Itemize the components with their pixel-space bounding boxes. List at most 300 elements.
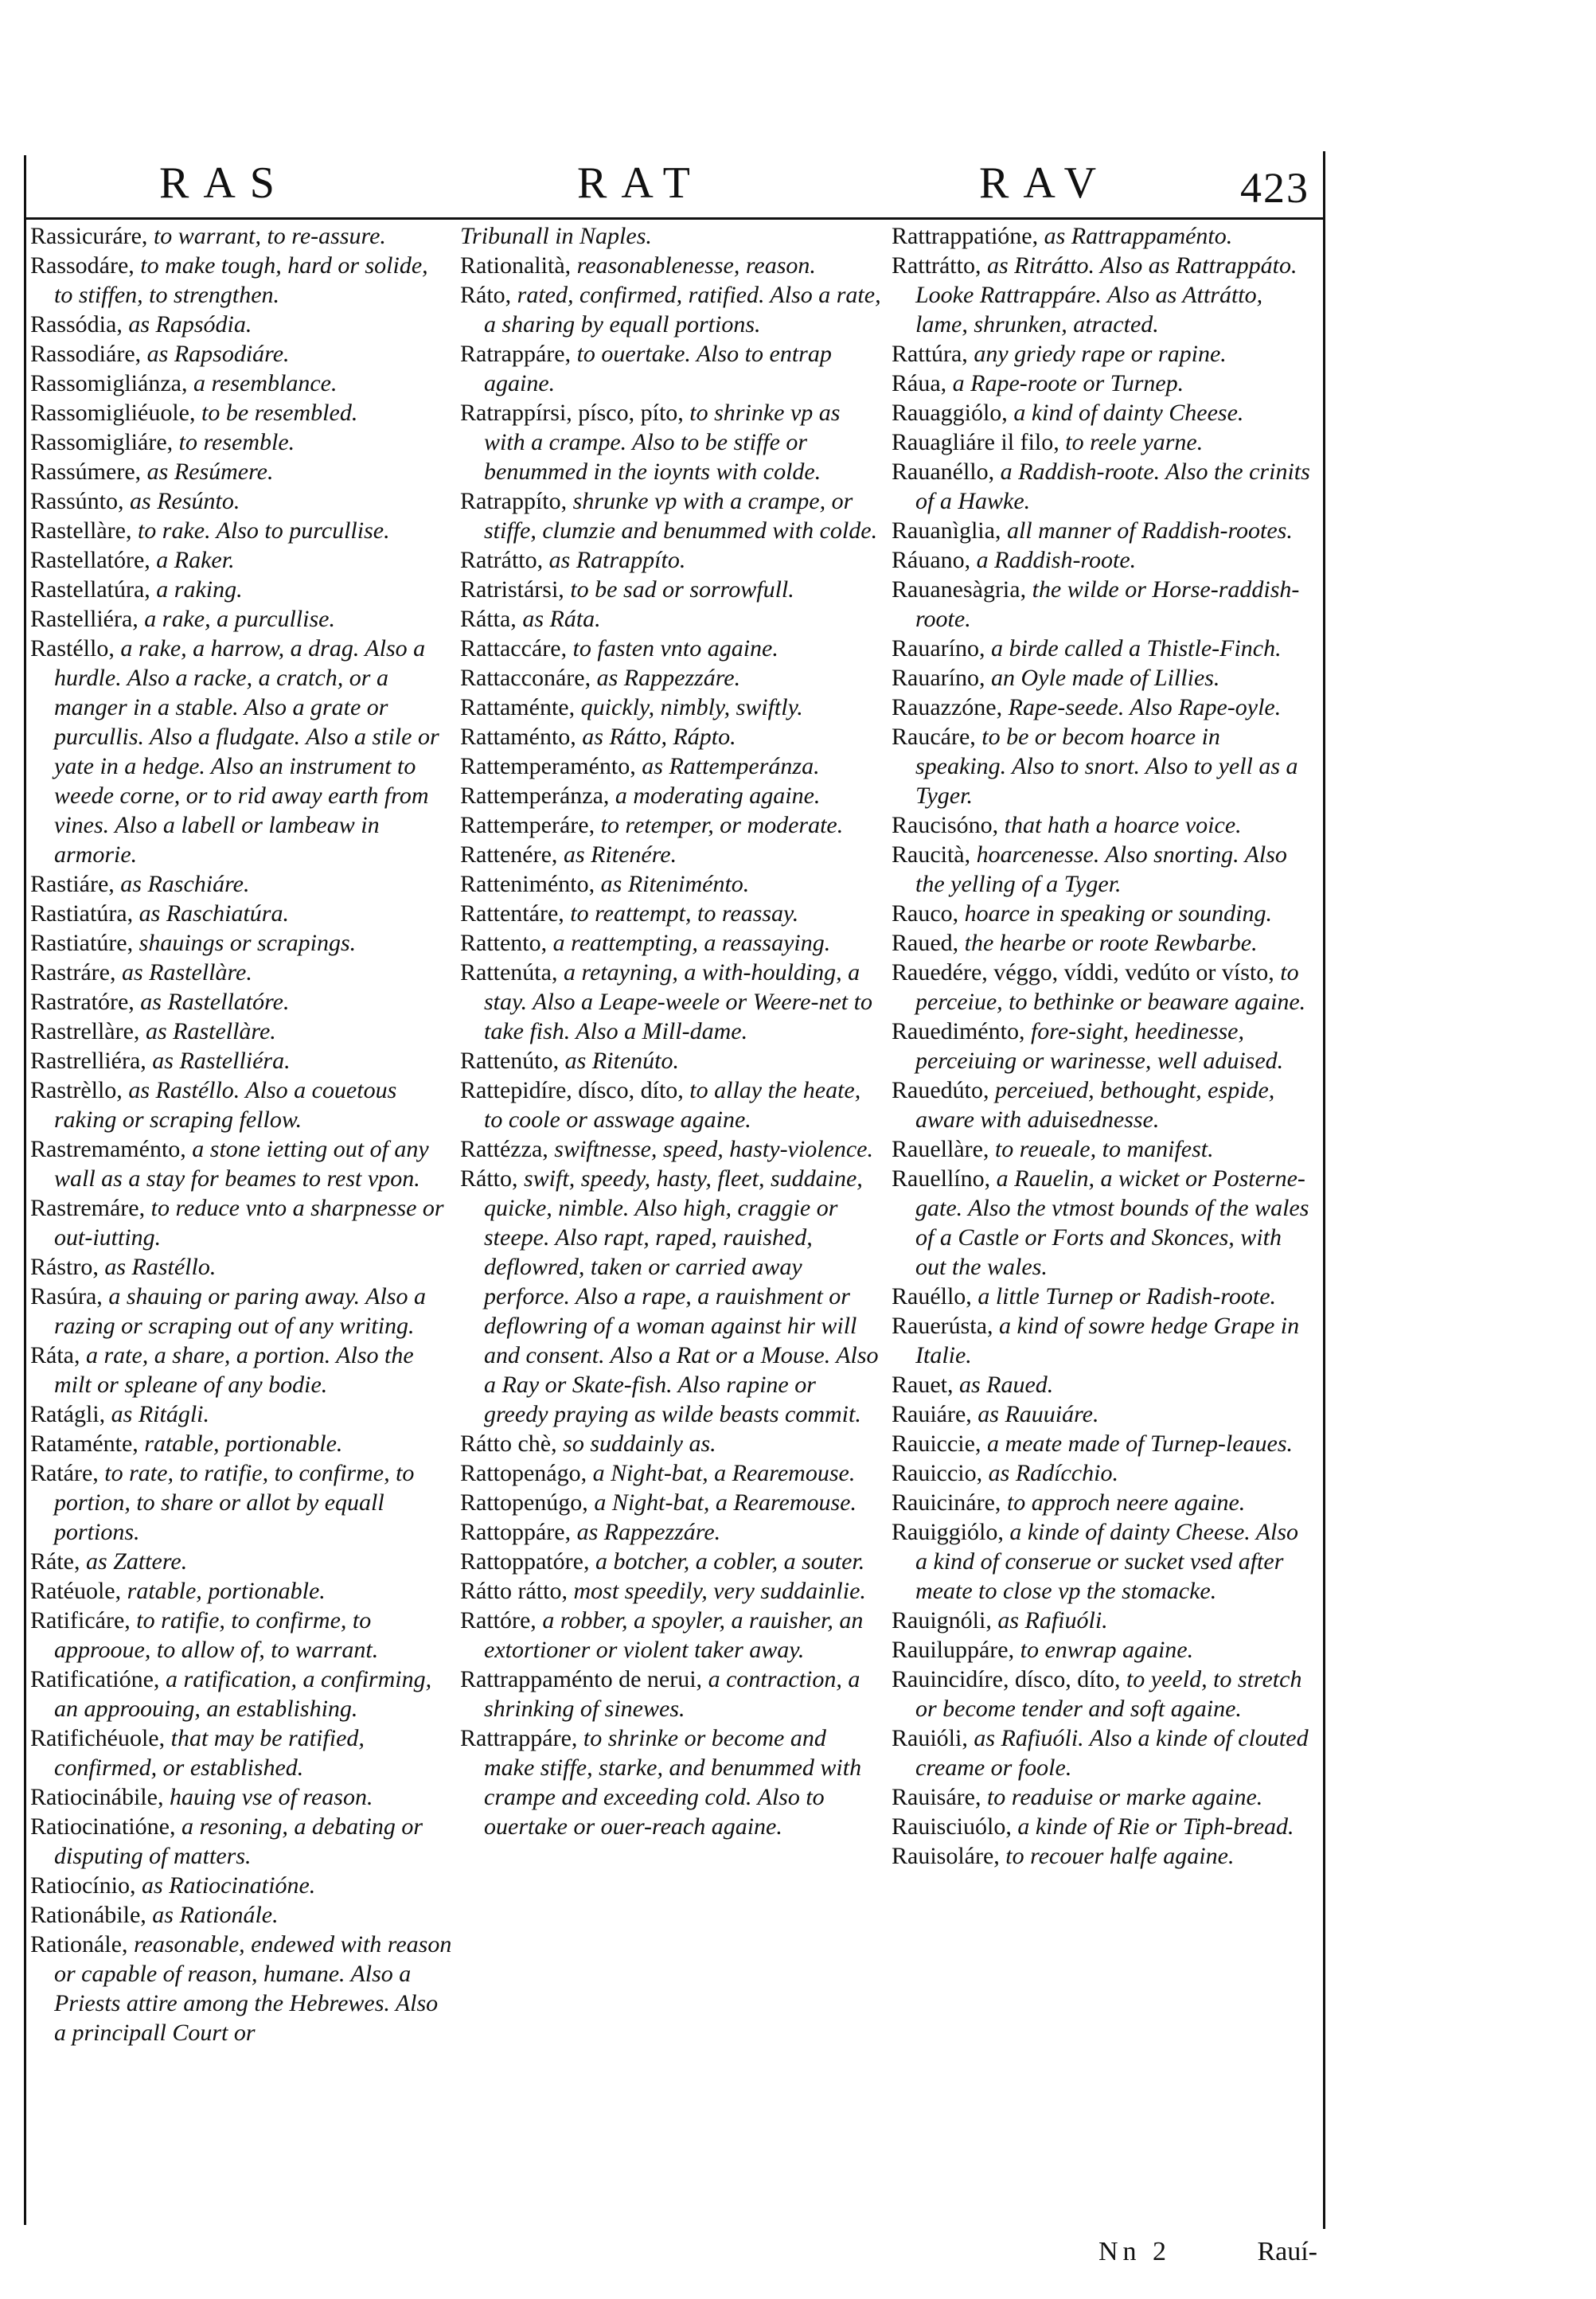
entry-headword: Rattento, <box>460 930 548 956</box>
entry-headword: Rastráre, <box>30 959 116 986</box>
entry-definition: to allay the heate, to coole or asswage againe. <box>484 1077 861 1133</box>
entry-definition: all manner of Raddish-rootes. <box>1006 517 1293 544</box>
dictionary-entry <box>30 1930 452 2047</box>
entry-definition: a shauing or paring away. Also a razing or scraping out of any writing. <box>54 1283 426 1339</box>
entry-definition: that may be ratified, confirmed, or established. <box>54 1725 365 1781</box>
dictionary-entry <box>892 1134 1313 1164</box>
entry-definition: to rate, to ratifie, to confirme, to portion, to share or allot by equall portions. <box>54 1460 415 1545</box>
dictionary-entry <box>30 545 452 575</box>
entry-headword: Ráuano, <box>892 547 971 573</box>
dictionary-entry <box>892 1517 1313 1606</box>
dictionary-entry <box>892 1812 1313 1841</box>
entry-headword: Rauedúto, <box>892 1077 989 1103</box>
entry-headword: Ráua, <box>892 370 947 396</box>
dictionary-entry <box>30 486 452 516</box>
entry-headword: Rauagliáre il filo, <box>892 429 1059 455</box>
entry-headword: Rauisoláre, <box>892 1843 1000 1869</box>
entry-headword: Rastremaménto, <box>30 1136 186 1162</box>
entry-definition: a resoning, a debating or disputing of matters. <box>54 1813 423 1869</box>
header-middle-guide: RAT <box>577 158 704 208</box>
entry-definition: a contraction, a shrinking of sinewes. <box>484 1666 860 1722</box>
entry-headword: Rassomigliéuole, <box>30 400 196 426</box>
entry-headword: Rastremáre, <box>30 1195 146 1221</box>
entry-definition: rated, confirmed, ratified. Also a rate, a sharing by equall portions. <box>484 282 881 338</box>
entry-definition: as Riteniménto. <box>600 871 750 897</box>
entry-definition: as Radícchio. <box>988 1460 1118 1486</box>
dictionary-entry <box>30 339 452 369</box>
entry-headword: Rattoppatóre, <box>460 1548 590 1575</box>
column-1 <box>30 221 452 2047</box>
dictionary-entry <box>460 869 882 899</box>
dictionary-entry <box>460 398 882 486</box>
entry-headword: Rassódia, <box>30 311 123 338</box>
entry-definition: a kind of sowre hedge Grape in Italie. <box>915 1313 1300 1368</box>
right-rule <box>1323 151 1325 2229</box>
entry-headword: Ratificatióne, <box>30 1666 160 1692</box>
entry-headword: Ráto, <box>460 282 512 308</box>
dictionary-entry <box>460 663 882 693</box>
entry-headword: Raucisóno, <box>892 812 999 838</box>
dictionary-page <box>24 119 1325 2266</box>
entry-definition: to retemper, or moderate. <box>600 812 844 838</box>
dictionary-entry <box>460 1723 882 1841</box>
header-left-guide: RAS <box>159 158 289 208</box>
entry-definition: shauings or scrapings. <box>139 930 357 956</box>
entry-definition: a kinde of Rie or Tiph-bread. <box>1017 1813 1294 1840</box>
entry-headword: Rauaggiólo, <box>892 400 1008 426</box>
entry-headword: Rátto rátto, <box>460 1578 568 1604</box>
entry-definition: hauing vse of reason. <box>169 1784 373 1810</box>
entry-headword: Rauéllo, <box>892 1283 972 1310</box>
entry-headword: Ratágli, <box>30 1401 106 1427</box>
entry-headword: Rástro, <box>30 1254 99 1280</box>
entry-headword: Rattrappaménto de nerui, <box>460 1666 703 1692</box>
entry-headword: Rauiccie, <box>892 1431 981 1457</box>
entry-definition: as Rafiuóli. Also a kinde of clouted creame or foole. <box>915 1725 1309 1781</box>
catchword: Rauí- <box>1257 2237 1317 2266</box>
dictionary-entry <box>460 1488 882 1517</box>
dictionary-entry <box>892 575 1313 634</box>
entry-definition: a Raddish-roote. <box>976 547 1137 573</box>
entry-headword: Rastratóre, <box>30 989 135 1015</box>
entry-headword: Rastellatóre, <box>30 547 150 573</box>
entry-headword: Rattrappáre, <box>460 1725 578 1751</box>
entry-headword: Rauiggiólo, <box>892 1519 1004 1545</box>
entry-headword: Rauignóli, <box>892 1607 992 1634</box>
entry-definition: to be sad or sorrowfull. <box>570 576 794 603</box>
entry-definition: to recouer halfe againe. <box>1005 1843 1235 1869</box>
entry-headword: Rastrellàre, <box>30 1018 140 1044</box>
dictionary-entry <box>892 516 1313 545</box>
dictionary-entry <box>30 457 452 486</box>
entry-definition: a rake, a harrow, a drag. Also a hurdle. Also a racke, a cratch, or a manger in a stable. Also a grate or purcullis. Also a fludgate. Also a stile or yate in a hedge. Also an instrument to weede corne, or to rid away earth from vines. Also a labell or lambeaw in armorie. <box>54 635 439 868</box>
entry-definition: a ratification, a confirming, an approouing, an establishing. <box>54 1666 432 1722</box>
entry-definition: as Rastellatóre. <box>140 989 290 1015</box>
dictionary-entry <box>460 1046 882 1075</box>
page-footer <box>24 2237 1325 2269</box>
dictionary-entry <box>30 604 452 634</box>
entry-headword: Rastellàre, <box>30 517 132 544</box>
dictionary-entry <box>30 958 452 987</box>
entry-definition: quickly, nimbly, swiftly. <box>580 694 803 720</box>
dictionary-entry <box>460 604 882 634</box>
entry-headword: Rauediménto, <box>892 1018 1025 1044</box>
dictionary-entry <box>460 1665 882 1723</box>
entry-headword: Rauerústa, <box>892 1313 993 1339</box>
entry-definition: as Resúmere. <box>146 459 274 485</box>
entry-headword: Rauellàre, <box>892 1136 989 1162</box>
entry-definition: as Rappezzáre. <box>596 665 741 691</box>
dictionary-entry <box>460 486 882 545</box>
entry-headword: Rauazzóne, <box>892 694 1003 720</box>
entry-definition: a resemblance. <box>193 370 338 396</box>
entry-headword: Rattóre, <box>460 1607 537 1634</box>
entry-headword: Rastiatúre, <box>30 930 134 956</box>
dictionary-entry <box>30 869 452 899</box>
left-rule <box>24 155 26 2225</box>
entry-headword: Rauaríno, <box>892 665 985 691</box>
entry-definition: as Rattemperánza. <box>642 753 820 779</box>
entry-definition: as Raschiatúra. <box>139 900 289 927</box>
dictionary-entry <box>30 1606 452 1665</box>
page-number: 423 <box>1240 164 1309 212</box>
entry-definition: a raking. <box>156 576 243 603</box>
entry-definition: hoarce in speaking or sounding. <box>964 900 1272 927</box>
entry-definition: a Night-bat, a Rearemouse. <box>594 1489 857 1516</box>
entry-definition: reasonable, endewed with reason or capable of reason, humane. Also a Priests attire among the Hebrewes. Also a principall Court or <box>54 1931 452 2046</box>
dictionary-entry <box>30 1282 452 1341</box>
entry-headword: Rauedére, véggo, víddi, vedúto or vísto, <box>892 959 1274 986</box>
entry-headword: Rattemperáre, <box>460 812 595 838</box>
dictionary-entry <box>30 1665 452 1723</box>
dictionary-entry <box>30 310 452 339</box>
entry-definition: a birde called a Thistle-Finch. <box>990 635 1282 662</box>
entry-headword: Ráte, <box>30 1548 80 1575</box>
dictionary-entry <box>460 899 882 928</box>
column-3 <box>892 221 1313 1871</box>
dictionary-entry <box>30 987 452 1017</box>
entry-definition: as Raued. <box>958 1372 1054 1398</box>
entry-definition: as Ritrátto. Also as Rattrappáto. Looke Rattrappáre. Also as Attrátto, lame, shrunken, atracted. <box>915 252 1297 338</box>
entry-definition: to rake. Also to purcullise. <box>137 517 390 544</box>
entry-definition: any griedy rape or rapine. <box>974 341 1227 367</box>
entry-definition: the wilde or Horse-raddish-roote. <box>915 576 1300 632</box>
header-rule <box>24 217 1325 220</box>
dictionary-entry <box>30 928 452 958</box>
dictionary-entry <box>892 899 1313 928</box>
entry-definition: to warrant, to re-assure. <box>153 223 386 249</box>
entry-definition: as Ritágli. <box>111 1401 209 1427</box>
entry-headword: Rassúnto, <box>30 488 124 514</box>
dictionary-entry <box>892 369 1313 398</box>
dictionary-entry <box>892 1399 1313 1429</box>
dictionary-entry <box>892 427 1313 457</box>
dictionary-entry <box>30 369 452 398</box>
entry-definition: as Rattrappaménto. <box>1044 223 1233 249</box>
entry-definition: to resemble. <box>178 429 295 455</box>
entry-definition: an Oyle made of Lillies. <box>990 665 1220 691</box>
entry-definition: a stone ietting out of any wall as a stay for beames to rest vpon. <box>54 1136 429 1192</box>
entry-definition: that hath a hoarce voice. <box>1004 812 1242 838</box>
entry-headword: Rattrappatióne, <box>892 223 1039 249</box>
entry-definition: shrunke vp with a crampe, or stiffe, clumzie and benummed with colde. <box>484 488 878 544</box>
entry-definition: as Rastellàre. <box>145 1018 276 1044</box>
entry-definition: to ratifie, to confirme, to approoue, to allow of, to warrant. <box>54 1607 379 1663</box>
entry-definition: a botcher, a cobler, a souter. <box>595 1548 865 1575</box>
entry-headword: Rauiccio, <box>892 1460 983 1486</box>
entry-headword: Rasúra, <box>30 1283 103 1310</box>
entry-definition: to be resembled. <box>201 400 358 426</box>
dictionary-entry <box>460 1547 882 1576</box>
entry-headword: Ratrátto, <box>460 547 544 573</box>
entry-headword: Rationále, <box>30 1931 128 1957</box>
dictionary-entry <box>892 1488 1313 1517</box>
entry-headword: Ratiocinatióne, <box>30 1813 176 1840</box>
entry-headword: Rassomigliáre, <box>30 429 174 455</box>
entry-headword: Rattacconáre, <box>460 665 591 691</box>
entry-headword: Rataménte, <box>30 1431 139 1457</box>
dictionary-entry <box>460 1075 882 1134</box>
entry-definition: a Rape-roote or Turnep. <box>952 370 1184 396</box>
dictionary-entry <box>892 810 1313 840</box>
entry-definition: a Raker. <box>156 547 235 573</box>
dictionary-entry <box>460 221 882 251</box>
entry-headword: Rauicináre, <box>892 1489 1001 1516</box>
entry-definition: the hearbe or roote Rewbarbe. <box>964 930 1258 956</box>
dictionary-entry <box>892 1311 1313 1370</box>
dictionary-entry <box>30 1429 452 1458</box>
dictionary-entry <box>30 1576 452 1606</box>
entry-headword: Rátto, <box>460 1165 518 1192</box>
dictionary-entry <box>30 1782 452 1812</box>
dictionary-entry <box>30 1723 452 1782</box>
entry-definition: to reduce vnto a sharpnesse or out-iutting. <box>54 1195 444 1251</box>
entry-definition: fore-sight, heedinesse, perceiuing or warinesse, well aduised. <box>915 1018 1284 1074</box>
entry-headword: Rattúra, <box>892 341 968 367</box>
entry-definition: to shrinke or become and make stiffe, starke, and benummed with crampe and exceeding cold. Also to ouertake or ouer-reach againe. <box>484 1725 862 1840</box>
dictionary-entry <box>460 545 882 575</box>
dictionary-entry <box>460 1429 882 1458</box>
entry-definition: a retayning, a with-houlding, a stay. Also a Leape-weele or Weere-net to take fish. Also a Mill-dame. <box>484 959 872 1044</box>
dictionary-entry <box>892 1782 1313 1812</box>
entry-definition: to yeeld, to stretch or become tender and soft againe. <box>915 1666 1302 1722</box>
entry-headword: Rationalità, <box>460 252 572 279</box>
entry-headword: Rastiáre, <box>30 871 115 897</box>
entry-headword: Rattézza, <box>460 1136 548 1162</box>
entry-headword: Rauióli, <box>892 1725 968 1751</box>
dictionary-entry <box>892 663 1313 693</box>
entry-headword: Ratristársi, <box>460 576 564 603</box>
entry-definition: to fasten vnto againe. <box>572 635 778 662</box>
entry-definition: a little Turnep or Radish-roote. <box>978 1283 1277 1310</box>
entry-headword: Rauaríno, <box>892 635 985 662</box>
entry-headword: Rattaménte, <box>460 694 576 720</box>
entry-definition: a moderating againe. <box>615 783 821 809</box>
entry-headword: Rattenúto, <box>460 1048 560 1074</box>
dictionary-entry <box>30 1871 452 1900</box>
dictionary-entry <box>892 1075 1313 1134</box>
dictionary-entry <box>460 280 882 339</box>
entry-definition: as Ratiocinatióne. <box>141 1872 316 1899</box>
header-right-guide: RAV <box>979 158 1111 208</box>
dictionary-entry <box>460 958 882 1046</box>
entry-definition: ratable, portionable. <box>144 1431 343 1457</box>
dictionary-entry <box>30 575 452 604</box>
dictionary-entry <box>460 1517 882 1547</box>
entry-headword: Ratifichéuole, <box>30 1725 166 1751</box>
dictionary-entry <box>460 575 882 604</box>
dictionary-entry <box>30 1458 452 1547</box>
entry-definition: hoarcenesse. Also snorting. Also the yelling of a Tyger. <box>915 841 1287 897</box>
dictionary-entry <box>30 427 452 457</box>
dictionary-entry <box>460 751 882 781</box>
entry-headword: Rattaccáre, <box>460 635 568 662</box>
entry-definition: a rake, a purcullise. <box>144 606 335 632</box>
dictionary-entry <box>30 1075 452 1134</box>
entry-definition: most speedily, very suddainlie. <box>573 1578 866 1604</box>
dictionary-entry <box>460 1164 882 1429</box>
running-header <box>24 143 1325 215</box>
dictionary-entry <box>30 1193 452 1252</box>
entry-definition: as Rastellàre. <box>121 959 252 986</box>
entry-definition: to readuise or marke againe. <box>986 1784 1263 1810</box>
entry-headword: Rastrèllo, <box>30 1077 123 1103</box>
dictionary-entry <box>460 781 882 810</box>
entry-headword: Rattopenágo, <box>460 1460 587 1486</box>
entry-definition: to make tough, hard or solide, to stiffen, to strengthen. <box>54 252 428 308</box>
dictionary-entry <box>892 1635 1313 1665</box>
entry-definition: perceiued, bethought, espide, aware with aduisednesse. <box>915 1077 1275 1133</box>
entry-definition: as Rafiuóli. <box>997 1607 1108 1634</box>
entry-definition: Tribunall in Naples. <box>460 223 652 249</box>
entry-headword: Rattepidíre, dísco, díto, <box>460 1077 684 1103</box>
dictionary-entry <box>460 1134 882 1164</box>
entry-definition: as Raschiáre. <box>120 871 250 897</box>
entry-headword: Rassodáre, <box>30 252 135 279</box>
entry-headword: Rattopenúgo, <box>460 1489 588 1516</box>
entry-definition: ratable, portionable. <box>127 1578 326 1604</box>
entry-headword: Rauanéllo, <box>892 459 995 485</box>
entry-headword: Ratiocínio, <box>30 1872 136 1899</box>
entry-headword: Raued, <box>892 930 959 956</box>
entry-headword: Rátto chè, <box>460 1431 557 1457</box>
entry-headword: Rastéllo, <box>30 635 115 662</box>
entry-headword: Rauellíno, <box>892 1165 991 1192</box>
dictionary-entry <box>892 1458 1313 1488</box>
entry-headword: Rátta, <box>460 606 517 632</box>
dictionary-entry <box>892 457 1313 516</box>
entry-definition: a robber, a spoyler, a rauisher, an extortioner or violent taker away. <box>484 1607 864 1663</box>
dictionary-entry <box>30 1812 452 1871</box>
entry-headword: Ratrappíto, <box>460 488 568 514</box>
entry-definition: as Rastéllo. <box>104 1254 217 1280</box>
entry-headword: Raucità, <box>892 841 971 868</box>
dictionary-entry <box>892 339 1313 369</box>
entry-headword: Rauet, <box>892 1372 954 1398</box>
entry-headword: Raucáre, <box>892 724 976 750</box>
entry-definition: to reueale, to manifest. <box>994 1136 1214 1162</box>
entry-definition: as Rastéllo. Also a couetous raking or scraping fellow. <box>54 1077 397 1133</box>
dictionary-entry <box>892 1841 1313 1871</box>
dictionary-entry <box>892 958 1313 1017</box>
dictionary-entry <box>892 1723 1313 1782</box>
dictionary-entry <box>30 634 452 869</box>
dictionary-entry <box>892 1429 1313 1458</box>
entry-headword: Rattentáre, <box>460 900 564 927</box>
dictionary-entry <box>30 899 452 928</box>
entry-headword: Rauincidíre, dísco, díto, <box>892 1666 1121 1692</box>
dictionary-entry <box>892 1665 1313 1723</box>
entry-definition: as Ratrappíto. <box>548 547 686 573</box>
entry-definition: to shrinke vp as with a crampe. Also to be stiffe or benummed in the ioynts with colde. <box>484 400 841 485</box>
entry-definition: a meate made of Turnep-leaues. <box>986 1431 1294 1457</box>
entry-definition: as Resúnto. <box>130 488 240 514</box>
entry-headword: Rauiluppáre, <box>892 1637 1015 1663</box>
entry-headword: Rattoppáre, <box>460 1519 572 1545</box>
dictionary-entry <box>30 1399 452 1429</box>
entry-definition: a reattempting, a reassaying. <box>552 930 831 956</box>
dictionary-entry <box>30 221 452 251</box>
signature-mark: Nn 2 <box>1098 2237 1172 2266</box>
dictionary-entry <box>460 1458 882 1488</box>
dictionary-entry <box>30 251 452 310</box>
entry-headword: Rauco, <box>892 900 959 927</box>
entry-headword: Rattemperaménto, <box>460 753 636 779</box>
dictionary-entry <box>892 634 1313 663</box>
entry-headword: Rauanìglia, <box>892 517 1001 544</box>
dictionary-entry <box>460 722 882 751</box>
dictionary-entry <box>460 634 882 663</box>
entry-headword: Ratificáre, <box>30 1607 131 1634</box>
entry-headword: Ratiocinábile, <box>30 1784 164 1810</box>
dictionary-entry <box>460 810 882 840</box>
entry-definition: as Rappezzáre. <box>576 1519 721 1545</box>
entry-definition: reasonablenesse, reason. <box>576 252 816 279</box>
entry-headword: Ratrappáre, <box>460 341 572 367</box>
dictionary-entry <box>30 398 452 427</box>
entry-headword: Rastiatúra, <box>30 900 134 927</box>
entry-definition: to approch neere againe. <box>1006 1489 1246 1516</box>
entry-headword: Ratrappírsi, písco, píto, <box>460 400 684 426</box>
entry-definition: a kind of dainty Cheese. <box>1013 400 1244 426</box>
entry-definition: as Zattere. <box>85 1548 188 1575</box>
entry-definition: as Ritenére. <box>563 841 677 868</box>
entry-definition: as Ritenúto. <box>564 1048 679 1074</box>
entry-definition: to enwrap againe. <box>1020 1637 1194 1663</box>
dictionary-entry <box>892 1370 1313 1399</box>
dictionary-entry <box>892 840 1313 899</box>
dictionary-entry <box>892 545 1313 575</box>
entry-definition: a Raddish-roote. Also the crinits of a Hawke. <box>915 459 1310 514</box>
dictionary-entry <box>30 1252 452 1282</box>
entry-headword: Rauisciuólo, <box>892 1813 1012 1840</box>
entry-definition: swiftnesse, speed, hasty-violence. <box>554 1136 873 1162</box>
dictionary-entry <box>30 1046 452 1075</box>
dictionary-entry <box>892 693 1313 722</box>
entry-definition: a rate, a share, a portion. Also the milt or spleane of any bodie. <box>54 1342 414 1398</box>
column-2 <box>460 221 882 1841</box>
entry-headword: Rassúmere, <box>30 459 142 485</box>
entry-definition: a kinde of dainty Cheese. Also a kind of conserue or sucket vsed after meate to close vp the stomacke. <box>915 1519 1299 1604</box>
dictionary-entry <box>460 693 882 722</box>
entry-headword: Rauanesàgria, <box>892 576 1027 603</box>
dictionary-entry <box>892 722 1313 810</box>
entry-definition: Rape-seede. Also Rape-oyle. <box>1008 694 1282 720</box>
entry-headword: Rauiáre, <box>892 1401 972 1427</box>
dictionary-entry <box>892 251 1313 339</box>
dictionary-entry <box>460 1576 882 1606</box>
dictionary-entry <box>460 251 882 280</box>
